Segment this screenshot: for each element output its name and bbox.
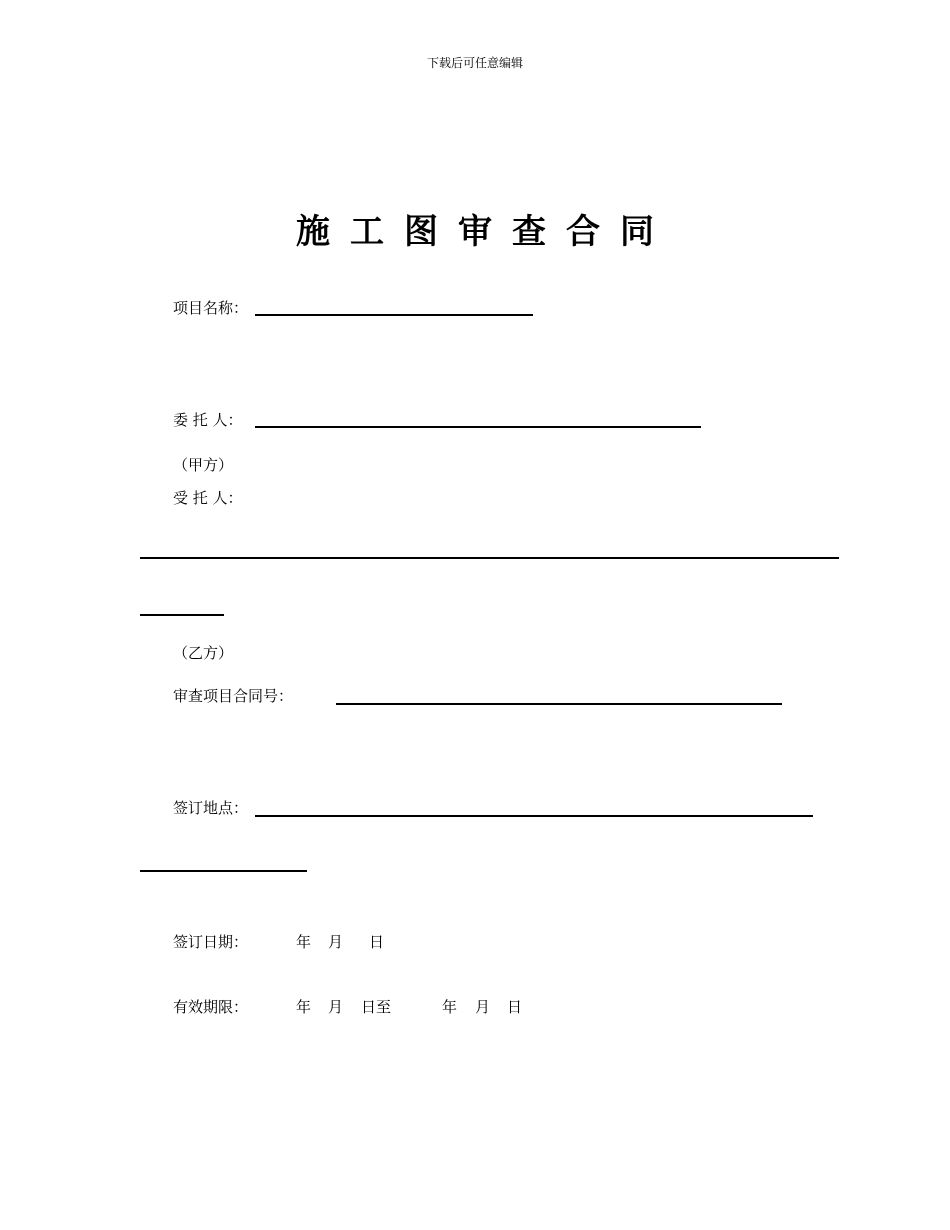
sign-place-label: 签订地点： xyxy=(173,799,249,817)
validity-start-year: 年 xyxy=(296,998,312,1016)
sign-date-year: 年 xyxy=(296,933,312,951)
validity-end-month: 月 xyxy=(475,998,491,1016)
contractor-line[interactable] xyxy=(140,557,839,559)
validity-start-day-to: 日至 xyxy=(361,998,392,1016)
sign-date-month: 月 xyxy=(328,933,344,951)
project-name-line[interactable] xyxy=(255,314,533,316)
sign-date-label: 签订日期： xyxy=(173,933,249,951)
party-b-label: （乙方） xyxy=(173,644,234,662)
project-name-label: 项目名称： xyxy=(173,299,249,317)
validity-end-day: 日 xyxy=(507,998,523,1016)
sign-place-line[interactable] xyxy=(255,815,813,817)
validity-end-year: 年 xyxy=(442,998,458,1016)
sign-date-day: 日 xyxy=(369,933,385,951)
sign-place-line-continued[interactable] xyxy=(140,870,307,872)
contract-number-line[interactable] xyxy=(336,703,782,705)
client-line[interactable] xyxy=(255,426,701,428)
contractor-label: 受 托 人： xyxy=(173,489,243,507)
party-a-label: （甲方） xyxy=(173,456,234,474)
validity-label: 有效期限： xyxy=(173,998,249,1016)
contractor-line-continued[interactable] xyxy=(140,614,224,616)
client-label: 委 托 人： xyxy=(173,411,243,429)
validity-start-month: 月 xyxy=(328,998,344,1016)
contract-number-label: 审查项目合同号： xyxy=(173,687,294,705)
header-note: 下载后可任意编辑 xyxy=(426,56,523,70)
document-title: 施工图审查合同 xyxy=(296,212,674,252)
